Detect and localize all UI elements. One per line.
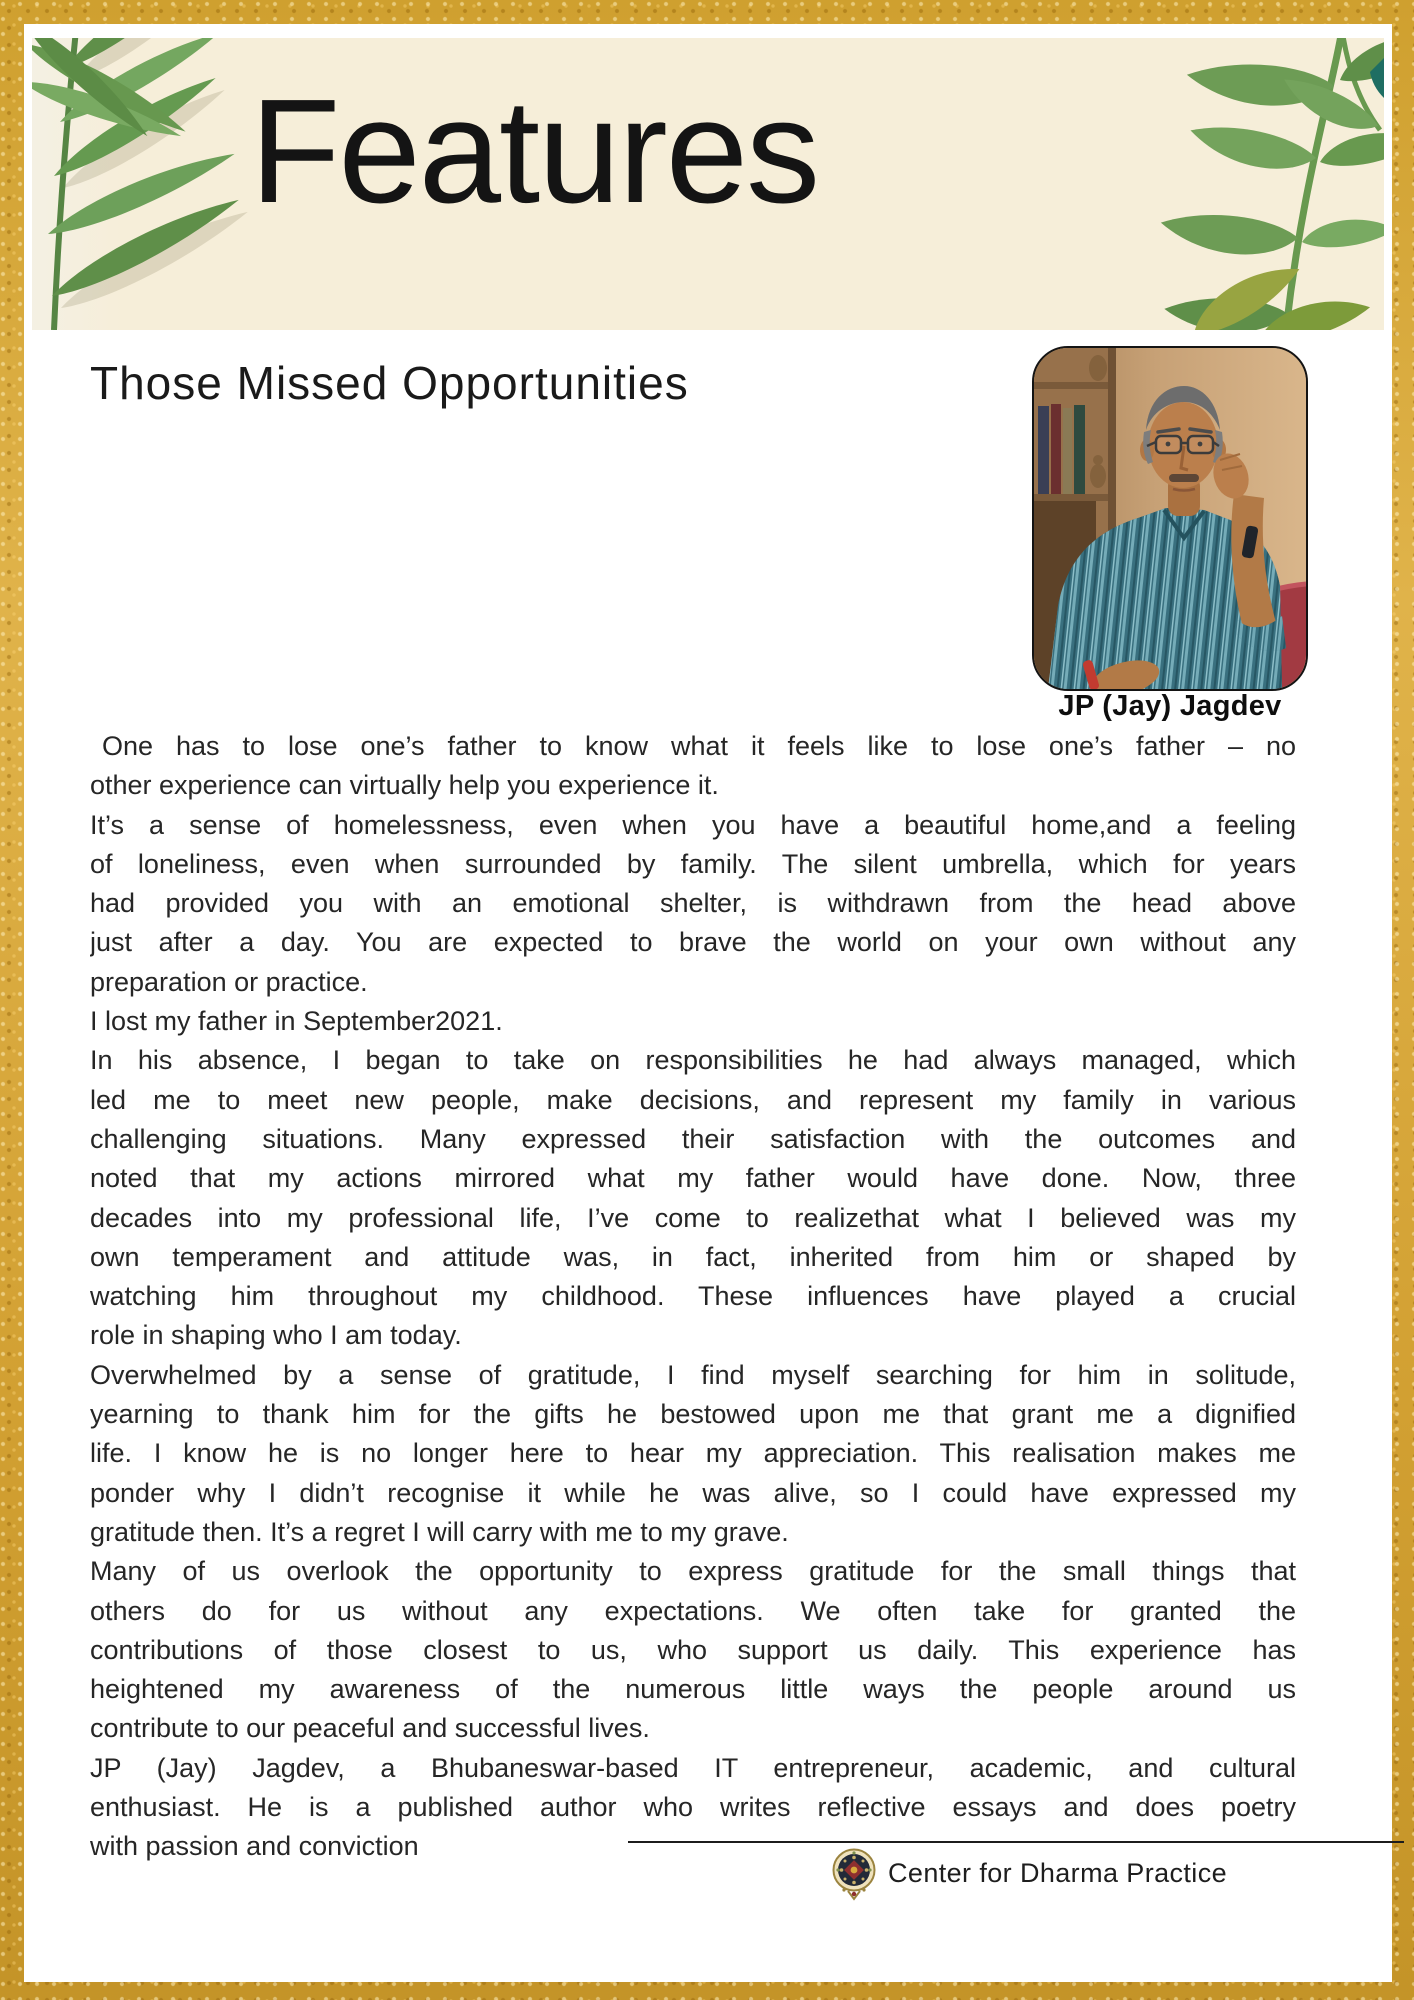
article-text-line: Many of us overlook the opportunity to express gratitude for the small things that (90, 1556, 1296, 1587)
article-text-line: enthusiast. He is a published author who writes reflective essays and does poetry (90, 1792, 1296, 1823)
leaf-vine-right-icon (1134, 38, 1384, 330)
article-text-line: watching him throughout my childhood. These influences have played a crucial (90, 1281, 1296, 1312)
page-content (24, 24, 1392, 1982)
article-text-line: I lost my father in September2021. (90, 1006, 503, 1037)
article-text-line: role in shaping who I am today. (90, 1320, 462, 1351)
article-text-line: ponder why I didn’t recognise it while he was alive, so I could have expressed my (90, 1477, 1296, 1508)
article-title: Those Missed Opportunities (90, 357, 689, 409)
article-text-line: of loneliness, even when surrounded by family. The silent umbrella, which for years (90, 848, 1296, 879)
article-text-line: In his absence, I began to take on responsibilities he had always managed, which (90, 1045, 1296, 1076)
article-text-line: contributions of those closest to us, who support us daily. This experience has (90, 1634, 1296, 1665)
org-name: Center for Dharma Practice (888, 1857, 1228, 1888)
article-text-line: noted that my actions mirrored what my father would have done. Now, three (90, 1163, 1296, 1194)
article-text-line: other experience can virtually help you experience it. (90, 770, 719, 801)
article-text-line: contribute to our peaceful and successful lives. (90, 1713, 650, 1744)
article-text-line: challenging situations. Many expressed their satisfaction with the outcomes and (90, 1123, 1296, 1154)
article-text-line: yearning to thank him for the gifts he bestowed upon me that grant me a dignified (90, 1399, 1296, 1430)
section-title: Features (250, 69, 819, 234)
article-text-line: Overwhelmed by a sense of gratitude, I find myself searching for him in solitude, (90, 1359, 1296, 1390)
article-text-line: It’s a sense of homelessness, even when you have a beautiful home,and a feeling (90, 809, 1296, 840)
article-text-line: others do for us without any expectations. We often take for granted the (90, 1595, 1296, 1626)
article-text-line: One has to lose one’s father to know what it feels like to lose one’s father – no (102, 731, 1296, 761)
article-text-line: decades into my professional life, I’ve come to realizethat what I believed was my (90, 1202, 1296, 1233)
footer-divider (628, 1841, 1404, 1843)
dharma-mandala-logo-icon (830, 1845, 878, 1901)
portrait-illustration (1034, 348, 1306, 689)
article-text-line: heightened my awareness of the numerous little ways the people around us (90, 1674, 1296, 1705)
footer (830, 1845, 1227, 1901)
article-text-line: own temperament and attitude was, in fact, inherited from him or shaped by (90, 1241, 1296, 1272)
header-banner (32, 38, 1384, 330)
article-text-line: had provided you with an emotional shelter, is withdrawn from the head above (90, 888, 1296, 919)
article-text-line: just after a day. You are expected to brave the world on your own without any (90, 927, 1296, 958)
article-text-line: with passion and conviction (90, 1831, 419, 1862)
article-body (90, 727, 1296, 1867)
author-photo (1032, 346, 1308, 691)
article-text-line: led me to meet new people, make decisions, and represent my family in various (90, 1084, 1296, 1115)
article-text-line: JP (Jay) Jagdev, a Bhubaneswar-based IT entrepreneur, academic, and cultural (90, 1752, 1296, 1783)
article-text-line: gratitude then. It’s a regret I will carry with me to my grave. (90, 1516, 789, 1547)
photo-caption: JP (Jay) Jagdev (1058, 690, 1282, 722)
article-text-line: life. I know he is no longer here to hear my appreciation. This realisation makes me (90, 1438, 1296, 1469)
article-text-line: preparation or practice. (90, 966, 368, 997)
